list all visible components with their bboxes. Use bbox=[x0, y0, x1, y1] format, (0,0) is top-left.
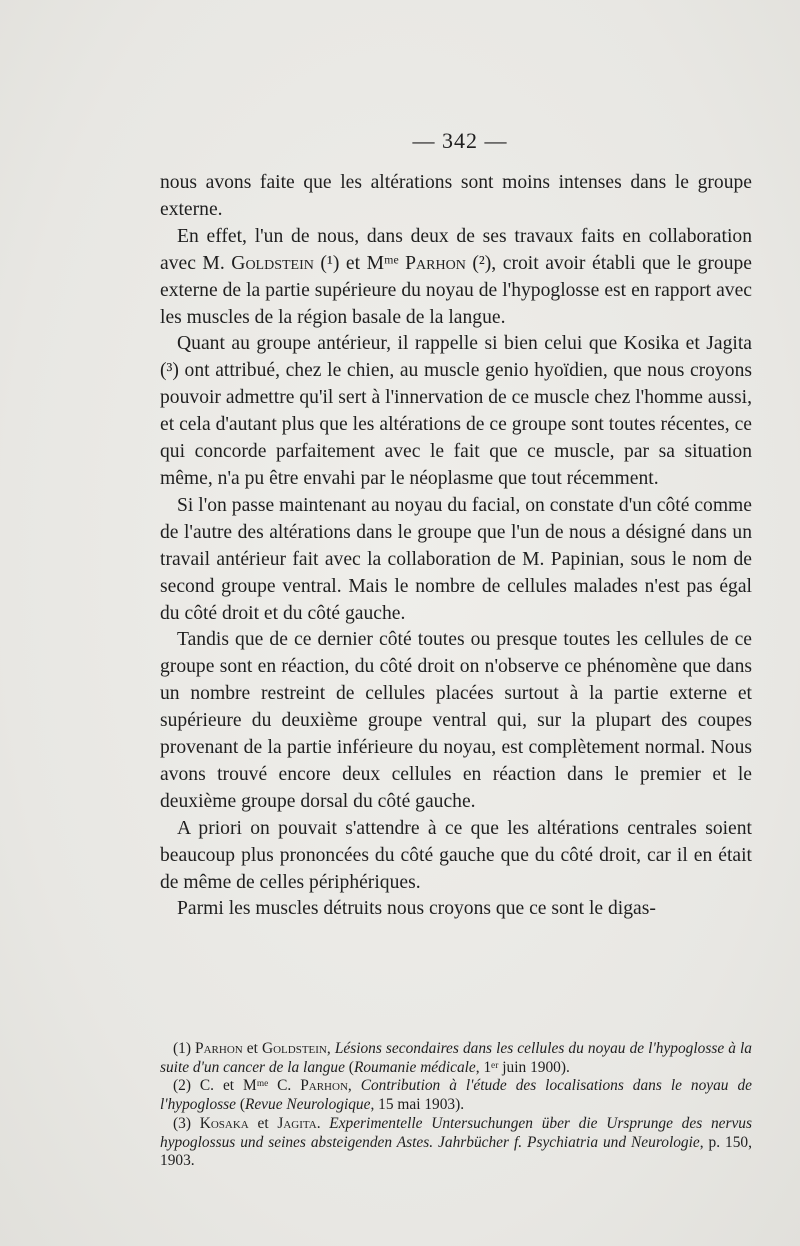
footnote-3-author-1: Kosaka bbox=[199, 1114, 249, 1132]
footnote-2-close: , 15 mai 1903). bbox=[370, 1096, 465, 1114]
footnote-3-title: Experimentelle Untersuchungen über die Ursprunge des nervus hypoglossus und seines absteigenden Astes. Jahrbücher f. Psychiatria und Neurologie bbox=[160, 1114, 752, 1151]
footnote-3-marker: (3) bbox=[173, 1114, 200, 1132]
page-number: — 342 — bbox=[412, 128, 508, 153]
footnote-3-close: , p. 150, 1903. bbox=[160, 1133, 752, 1170]
footnote-1-author-1: Parhon bbox=[195, 1040, 243, 1057]
footnote-2-pre: C. et Mᵐᵉ C. bbox=[199, 1077, 301, 1095]
footnote-2-marker: (2) bbox=[173, 1077, 200, 1095]
paragraph-4: Si l'on passe maintenant au noyau du facial, on constate d'un côté comme de l'autre des altérations dans le groupe que l'un de nous a désigné dans un travail antérieur fait avec la collaboration de M. Papinian, sous le nom de second groupe ventral. Mais le nombre de cellules malades n'est pas égal du côté droit et du côté gauche. bbox=[160, 494, 752, 624]
paragraph-2-mid: (¹) et Mᵐᵉ bbox=[313, 252, 406, 274]
footnote-1-journal: Roumanie médicale bbox=[353, 1058, 476, 1076]
footnote-1-comma: , bbox=[326, 1040, 335, 1057]
footnote-1-sep: et bbox=[242, 1040, 262, 1057]
footnote-1-title: Lésions secondaires dans les cellules du noyau de l'hypoglosse à la suite d'un cancer de la langue bbox=[160, 1040, 752, 1076]
paragraph-3: Quant au groupe antérieur, il rappelle si bien celui que Kosika et Jagita (³) ont attribué, chez le chien, au muscle genio hyoïdien, que nous croyons pouvoir admettre qu'il sert à l'innervation de ce muscle chez l'homme aussi, et cela d'autant plus que les altérations de ce groupe sont toutes récentes, ce qui concorde parfaitement avec le fait que ce muscle, par sa situation même, n'a pu être envahi par le néoplasme que tout récemment. bbox=[160, 333, 752, 489]
footnote-1-open: ( bbox=[344, 1058, 354, 1076]
footnote-2 bbox=[160, 1077, 752, 1114]
author-parhon: Parhon bbox=[405, 252, 466, 274]
footnote-1-author-2: Goldstein bbox=[261, 1040, 327, 1057]
paragraph-6: A priori on pouvait s'attendre à ce que les altérations centrales soient beaucoup plus prononcées du côté gauche que du côté droit, car il en était de même de celles périphériques. bbox=[160, 817, 752, 893]
footnote-3-sep: et bbox=[248, 1114, 278, 1132]
footnote-1-close: , 1ᵉʳ juin 1900). bbox=[475, 1058, 570, 1076]
paragraph-5: Tandis que de ce dernier côté toutes ou presque toutes les cellules de ce groupe sont en réaction, du côté droit on n'observe ce phénomène que dans un nombre restreint de cellules placées surtout à la partie externe et supérieure du deuxième groupe ventral qui, sur la plupart des coupes provenant de la partie inférieure du noyau, est complètement normal. Nous avons trouvé encore deux cellules en réaction dans le premier et le deuxième groupe dorsal du côté gauche. bbox=[160, 629, 752, 812]
paragraph-2 bbox=[160, 224, 752, 332]
paragraph-2-tail: (²), croit avoir établi que le groupe externe de la partie supérieure du noyau de l'hypoglosse est en rapport avec les muscles de la région basale de la langue. bbox=[160, 252, 752, 328]
footnote-2-author: Parhon bbox=[300, 1077, 348, 1095]
body-text bbox=[160, 170, 752, 923]
footnote-2-journal: Revue Neurologique bbox=[244, 1096, 371, 1114]
paragraph-7: Parmi les muscles détruits nous croyons que ce sont le digas- bbox=[177, 898, 656, 920]
footnote-2-open: ( bbox=[235, 1096, 245, 1114]
footnote-1-marker: (1) bbox=[173, 1040, 196, 1057]
footnotes bbox=[160, 1040, 752, 1171]
footnote-2-title: Contribution à l'étude des localisations dans le noyau de l'hypoglosse bbox=[160, 1077, 752, 1114]
author-goldstein: Goldstein bbox=[231, 252, 314, 274]
footnote-3-comma: . bbox=[316, 1114, 330, 1132]
footnote-2-comma: , bbox=[347, 1077, 361, 1095]
paragraph-2-lead: En effet, l'un de nous, dans deux de ses travaux faits en collaboration avec M. bbox=[160, 225, 752, 274]
footnote-3 bbox=[160, 1115, 752, 1171]
footnote-3-author-2: Jagita bbox=[277, 1114, 317, 1132]
footnote-1 bbox=[160, 1040, 752, 1077]
paragraph-1: nous avons faite que les altérations sont moins intenses dans le groupe externe. bbox=[160, 172, 752, 220]
